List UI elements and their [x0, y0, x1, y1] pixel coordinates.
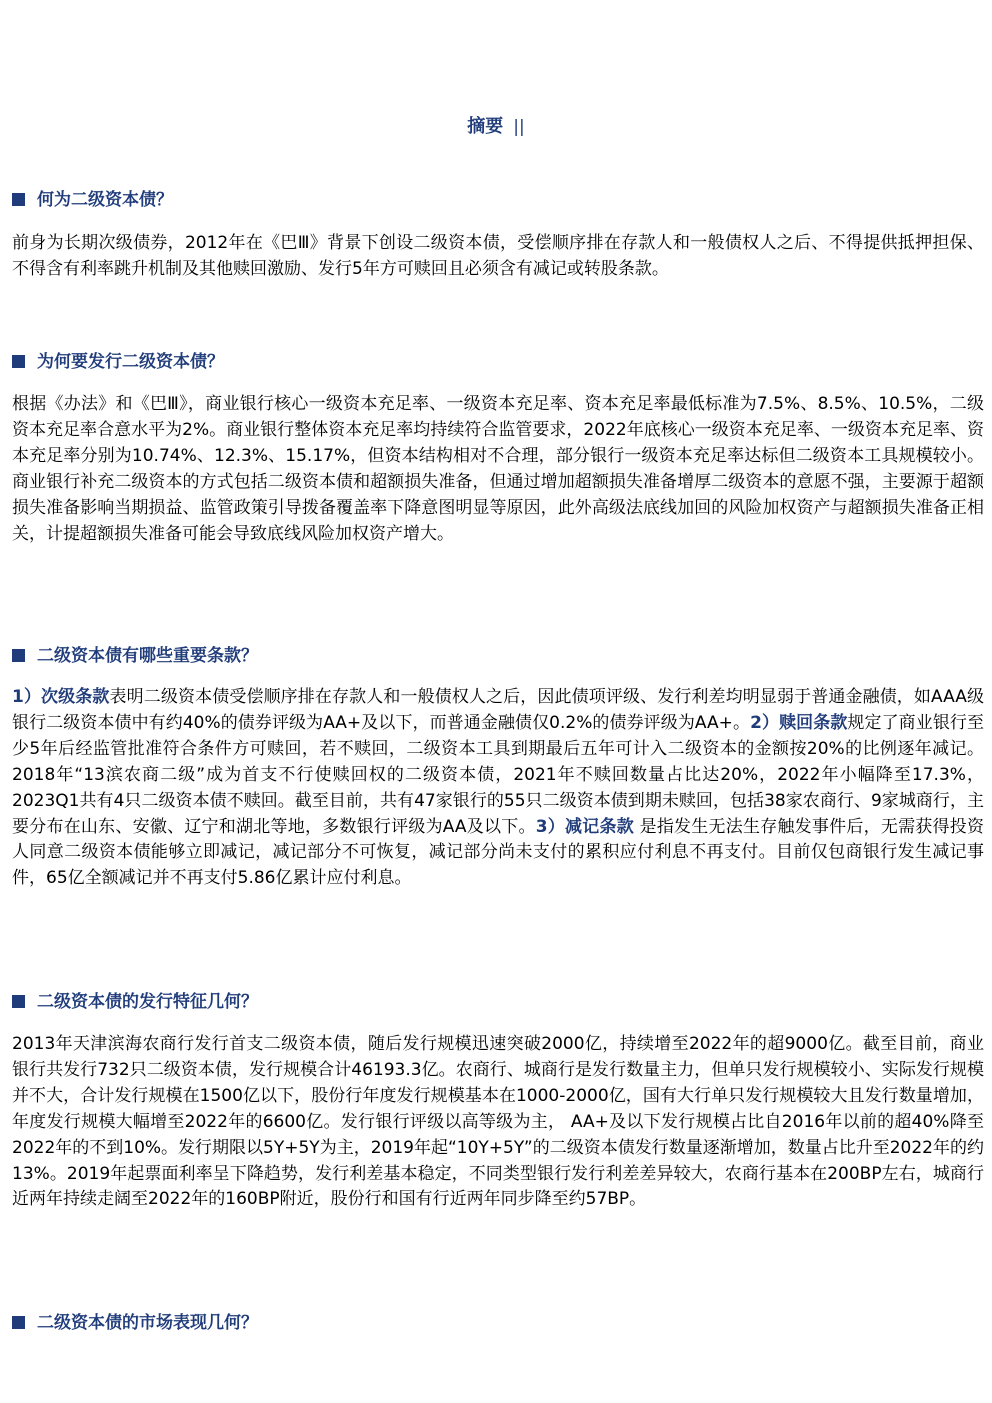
title-mark: ||	[513, 117, 525, 137]
clause-text: 表明二级资本债受偿顺序排在存款人和一般债权人之后，因此债项评级、发行利差均明显弱于普通金融债，如AAA级银行二级资本债中有约40%的债券评级为AA+及以下，而普通金融债仅0.2%的债券评级为AA+。	[12, 687, 984, 733]
section-paragraph	[12, 685, 984, 892]
section-paragraph: 前身为长期次级债券，2012年在《巴Ⅲ》背景下创设二级资本债，受偿顺序排在存款人和一般债权人之后、不得提供抵押担保、不得含有利率跳升机制及其他赎回激励、发行5年方可赎回且必须含有减记或转股条款。	[12, 233, 984, 279]
section-heading-text: 为何要发行二级资本债？	[37, 352, 224, 372]
page-title	[0, 112, 992, 138]
section-heading-text: 二级资本债的发行特征几何？	[37, 992, 258, 1012]
clause-text: 是指发生无法生存触发事件后，无需获得投资人同意二级资本债能够立即减记，减记部分不可恢复，减记部分尚未支付的累积应付利息不再支付。目前仅包商银行发生减记事件，65亿全额减记并不再支付5.86亿累计应付利息。	[12, 816, 985, 889]
clause-text: 规定了商业银行至少5年后经监管批准符合条件方可赎回，若不赎回，二级资本工具到期最后五年可计入二级资本的金额按20%的比例逐年减记。2018年“13滨农商二级”成为首支不行使赎回权的二级资本债，2021年不赎回数量占比达20%，2022年小幅降至17.3%，2023Q1共有4只二级资本债不赎回。截至目前，共有47家银行的55只二级资本债到期未赎回，包括38家农商行、9家城商行，主要分布在山东、安徽、辽宁和湖北等地，多数银行评级为AA及以下。	[12, 712, 984, 837]
square-bullet-icon	[12, 193, 25, 206]
section-heading	[12, 641, 258, 666]
section-paragraph: 根据《办法》和《巴Ⅲ》，商业银行核心一级资本充足率、一级资本充足率、资本充足率最低标准为7.5%、8.5%、10.5%，二级资本充足率合意水平为2%。商业银行整体资本充足率均持续符合监管要求，2022年底核心一级资本充足率、一级资本充足率、资本充足率分别为10.74%、12.3%、15.17%，但资本结构相对不合理，部分银行一级资本充足率达标但二级资本工具规模较小。商业银行补充二级资本的方式包括二级资本债和超额损失准备，但通过增加超额损失准备增厚二级资本的意愿不强，主要源于超额损失准备影响当期损益、监管政策引导拨备覆盖率下降意图明显等原因，此外高级法底线加回的风险加权资产与超额损失准备正相关，计提超额损失准备可能会导致底线风险加权资产增大。	[12, 394, 984, 544]
clause-label: 3）减记条款	[535, 816, 634, 837]
section-heading-text: 二级资本债有哪些重要条款？	[37, 646, 258, 666]
clause-label: 1）次级条款	[12, 687, 110, 707]
clause-label: 2）赎回条款	[750, 712, 848, 733]
section-heading	[12, 347, 224, 372]
section-heading-text: 二级资本债的市场表现几何？	[37, 1313, 258, 1333]
square-bullet-icon	[12, 649, 25, 662]
section-heading	[12, 1308, 258, 1333]
square-bullet-icon	[12, 355, 25, 368]
section-heading	[12, 987, 258, 1012]
section-paragraph: 2013年天津滨海农商行发行首支二级资本债，随后发行规模迅速突破2000亿，持续增至2022年的超9000亿。截至目前，商业银行共发行732只二级资本债，发行规模合计46193.3亿。农商行、城商行是发行数量主力，但单只发行规模较小、实际发行规模并不大，合计发行规模在1500亿以下，股份行年度发行规模基本在1000-2000亿，国有大行单只发行规模较大且发行数量增加，年度发行规模大幅增至2022年的6600亿。发行银行评级以高等级为主， AA+及以下发行规模占比自2016年以前的超40%降至2022年的不到10%。发行期限以5Y+5Y为主，2019年起“10Y+5Y”的二级资本债发行数量逐渐增加，数量占比升至2022年的约13%。2019年起票面利率呈下降趋势，发行利差基本稳定，不同类型银行发行利差差异较大，农商行基本在200BP左右，城商行近两年持续走阔至2022年的160BP附近，股份行和国有行近两年同步降至约57BP。	[12, 1034, 984, 1210]
page-title-text: 摘要	[467, 116, 504, 137]
section-heading	[12, 185, 173, 210]
section-heading-text: 何为二级资本债？	[37, 190, 173, 210]
square-bullet-icon	[12, 1316, 25, 1329]
square-bullet-icon	[12, 995, 25, 1008]
